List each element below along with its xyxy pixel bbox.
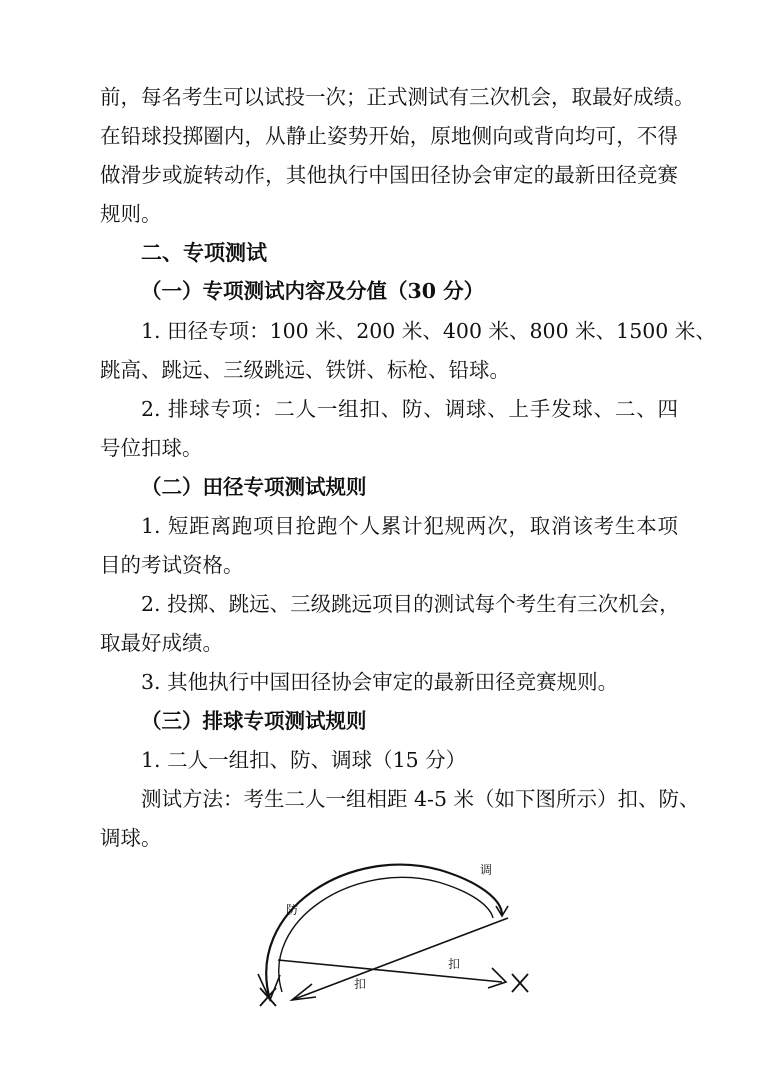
label-kou-right: 扣 [448, 957, 461, 971]
method-line: 测试方法：考生二人一组相距 4-5 米（如下图所示）扣、防、 [141, 787, 700, 811]
list-item-line: 2. 排球专项：二人一组扣、防、调球、上手发球、二、四 [141, 397, 678, 421]
subsection-heading: （二）田径专项测试规则 [141, 475, 367, 499]
label-fang: 防 [286, 903, 299, 917]
right-x-mark [512, 974, 528, 992]
list-item-line: 号位扣球。 [100, 436, 203, 460]
paragraph-line: 在铅球投掷圈内，从静止姿势开始，原地侧向或背向均可，不得 [100, 124, 678, 148]
rule-line: 取最好成绩。 [100, 631, 223, 655]
label-kou-left: 扣 [354, 977, 367, 991]
subsection-heading: （三）排球专项测试规则 [141, 709, 367, 733]
rule-line: 1. 短距离跑项目抢跑个人累计犯规两次，取消该考生本项 [141, 514, 678, 538]
volleyball-item: 1. 二人一组扣、防、调球（15 分） [141, 748, 467, 772]
descending-line-arrow [488, 968, 506, 988]
paragraph-line: 规则。 [100, 202, 162, 226]
method-line: 调球。 [100, 826, 162, 850]
rule-line: 2. 投掷、跳远、三级跳远项目的测试每个考生有三次机会， [141, 592, 680, 616]
inner-arc [279, 877, 493, 992]
list-item-line: 跳高、跳远、三级跳远、铁饼、标枪、铅球。 [100, 358, 510, 382]
section-heading: 二、专项测试 [141, 241, 267, 265]
rule-line: 3. 其他执行中国田径协会审定的最新田径竞赛规则。 [141, 670, 619, 694]
rising-line [292, 918, 508, 1000]
paragraph-line: 做滑步或旋转动作，其他执行中国田径协会审定的最新田径竞赛 [100, 163, 678, 187]
subsection-heading: （一）专项测试内容及分值（30 分） [141, 279, 485, 303]
outer-arc [266, 865, 502, 1000]
volleyball-drill-diagram [240, 850, 540, 1010]
rule-line: 目的考试资格。 [100, 553, 244, 577]
list-item-line: 1. 田径专项：100 米、200 米、400 米、800 米、1500 米、 [141, 319, 716, 343]
label-tiao: 调 [480, 863, 493, 877]
paragraph-line: 前，每名考生可以试投一次；正式测试有三次机会，取最好成绩。 [100, 85, 695, 109]
